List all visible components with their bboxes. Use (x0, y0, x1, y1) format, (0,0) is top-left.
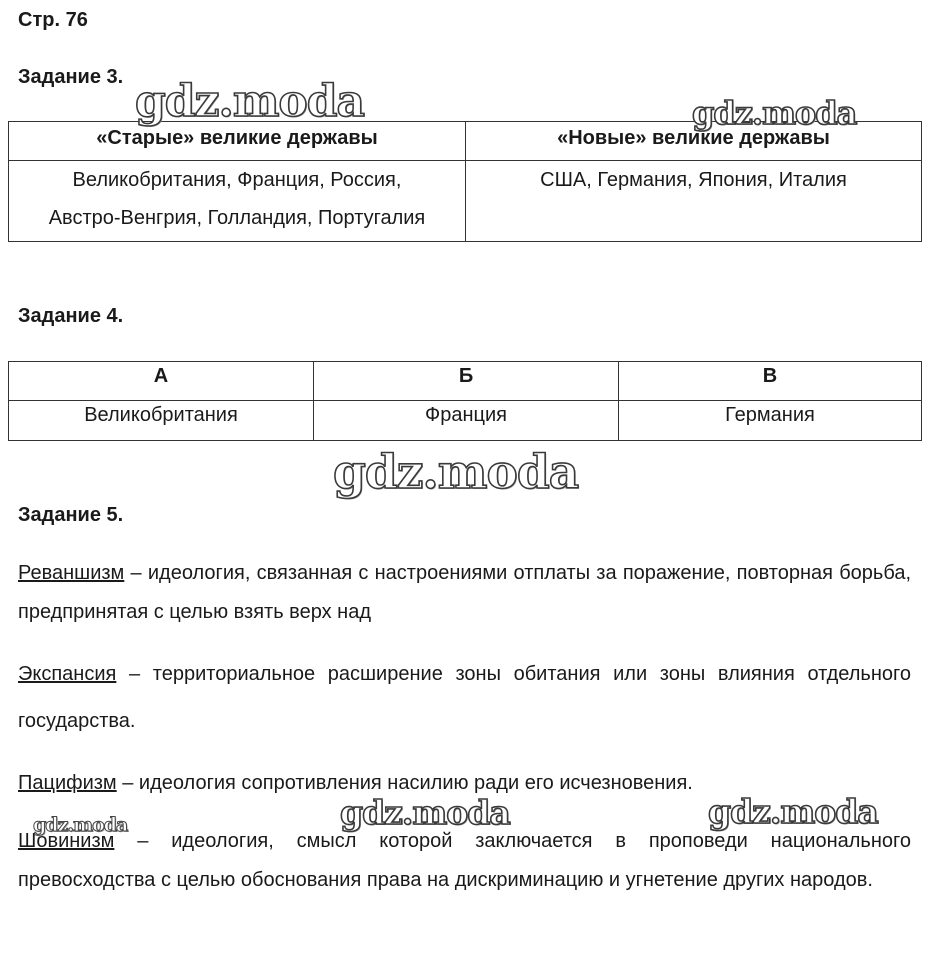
definition-chauvinism-text: – идеология, смысл которой заключается в проповеди национального превосходства с целью обоснования права на дискриминацию и угнетение других народов. (18, 830, 911, 891)
task3-old-cell (9, 161, 466, 242)
definition-expansion (18, 651, 911, 745)
term-chauvinism: Шовинизм (18, 830, 115, 852)
term-pacifism: Пацифизм (18, 772, 117, 794)
task4-value-c: Германия (619, 401, 922, 441)
term-revanshism: Реваншизм (18, 562, 125, 584)
task5-heading: Задание 5. (18, 504, 124, 526)
task3-old-line2: Австро-Венгрия, Голландия, Португалия (48, 207, 426, 229)
task3-table (8, 121, 922, 242)
page-number: Стр. 76 (18, 9, 88, 31)
definition-pacifism-text: – идеология сопротивления насилию ради его исчезновения. (116, 772, 693, 794)
task4-value-b: Франция (314, 401, 619, 441)
task3-heading: Задание 3. (18, 66, 124, 88)
task3-old-line1: Великобритания, Франция, Россия, (72, 169, 402, 191)
task3-new-cell (466, 161, 922, 242)
watermark-logo: gdz.moda (708, 792, 878, 831)
task4-header-b: Б (314, 362, 619, 401)
task4-header-a: А (9, 362, 314, 401)
task3-header-new: «Новые» великие державы (466, 122, 922, 161)
definition-chauvinism (18, 822, 911, 900)
task4-value-a: Великобритания (9, 401, 314, 441)
task4-table (8, 361, 922, 441)
task3-header-old: «Старые» великие державы (9, 122, 466, 161)
term-expansion: Экспансия (18, 663, 117, 685)
watermark-logo: gdz.moda (692, 94, 857, 132)
watermark-logo: gdz.moda (340, 793, 510, 832)
definition-revanshism (18, 554, 911, 632)
watermark-logo: gdz.moda (135, 76, 365, 127)
task4-heading: Задание 4. (18, 305, 124, 327)
definition-expansion-text: – территориальное расширение зоны обитания или зоны влияния отдельного государства. (18, 663, 911, 732)
watermark-logo: gdz.moda (33, 814, 128, 836)
definition-revanshism-text: – идеология, связанная с настроениями отплаты за поражение, повторная борьба, предпринятая с целью взять верх над (18, 562, 911, 623)
task3-new-line1: США, Германия, Япония, Италия (540, 169, 847, 191)
watermark-logo: gdz.moda (333, 445, 579, 500)
task4-header-c: В (619, 362, 922, 401)
